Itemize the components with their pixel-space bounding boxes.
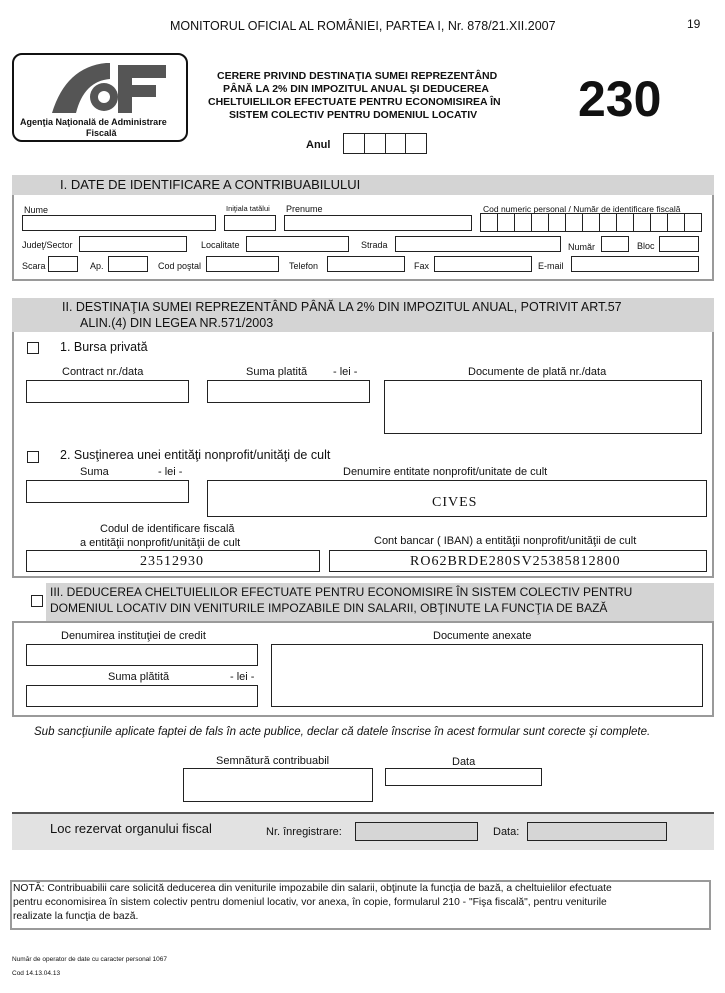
label-cnp: Cod numeric personal / Număr de identificare fiscală [483, 204, 681, 214]
checkbox-section3[interactable] [31, 595, 43, 607]
year-label: Anul [306, 139, 331, 151]
note-line2: pentru economisirea în sistem colectiv pentru domeniul locativ, vor anexa, în copie, formularul 210 - "Fişa fiscală", pentru veniturile [13, 897, 607, 908]
label-ap: Ap. [90, 261, 104, 271]
section3-title-line2: DOMENIUL LOCATIV DIN VENITURILE IMPOZABILE DIN SALARII, OBŢINUTE LA FUNCŢIA DE BAZĂ [50, 601, 608, 615]
input-suma-platita-bursa[interactable] [207, 380, 370, 403]
label-lei-s3: - lei - [230, 671, 255, 683]
input-initiala[interactable] [224, 215, 276, 231]
label-bursa: 1. Bursa privată [60, 340, 148, 354]
agency-name-line2: Fiscală [86, 128, 117, 138]
input-contract[interactable] [26, 380, 189, 403]
input-telefon[interactable] [327, 256, 405, 272]
anaf-logo-mark [14, 57, 186, 117]
input-fiscal-data[interactable] [527, 822, 667, 841]
input-fax[interactable] [434, 256, 532, 272]
label-initiala: Iniţiala tatălui [226, 204, 270, 213]
note-line1: NOTĂ: Contribuabilii care solicită deducerea din veniturile impozabile din salarii, obţinute la funcţia de bază, a cheltuielilor efectuate [13, 883, 612, 894]
label-prenume: Prenume [286, 204, 323, 214]
input-judet[interactable] [79, 236, 187, 252]
label-denumire-institutie: Denumirea instituţiei de credit [61, 630, 206, 642]
label-numar: Număr [568, 242, 596, 252]
section1-title: I. DATE DE IDENTIFICARE A CONTRIBUABILULUI [60, 177, 361, 192]
label-email: E-mail [538, 261, 564, 271]
label-denumire-entitate: Denumire entitate nonprofit/unitate de cult [343, 466, 548, 478]
label-telefon: Telefon [289, 261, 319, 271]
checkbox-bursa[interactable] [27, 342, 39, 354]
form-title-line3: CHELTUIELILOR EFECTUATE PENTRU ECONOMISIREA ÎN [208, 96, 501, 108]
anaf-logo [12, 53, 188, 142]
label-contract: Contract nr./data [62, 366, 144, 378]
input-suma-platita-s3[interactable] [26, 685, 258, 707]
input-numar[interactable] [601, 236, 629, 252]
value-cod-fiscal: 23512930 [140, 554, 204, 569]
label-localitate: Localitate [201, 240, 240, 250]
value-denumire-entitate: CIVES [432, 495, 478, 510]
label-cod-postal: Cod poştal [158, 261, 202, 271]
declaration-text: Sub sancţiunile aplicate faptei de fals în acte publice, declar că datele înscrise în acest formular sunt corecte şi complete. [34, 726, 651, 738]
form-title-line2: PÂNĂ LA 2% DIN IMPOZITUL ANUAL ŞI DEDUCEREA [223, 83, 490, 95]
label-scara: Scara [22, 261, 46, 271]
section3-title-line1: III. DEDUCEREA CHELTUIELILOR EFECTUATE PENTRU ECONOMISIRE ÎN SISTEM COLECTIV PENTRU [50, 585, 633, 599]
footer-cod: Cod 14.13.04.13 [12, 970, 61, 977]
label-semnatura: Semnătură contribuabil [216, 755, 330, 767]
label-cod-fiscal-line1: Codul de identificare fiscală [100, 523, 235, 535]
input-documente-anexate[interactable] [271, 644, 703, 707]
year-field[interactable] [343, 133, 427, 154]
label-cod-fiscal-line2: a entităţii nonprofit/unităţii de cult [80, 537, 241, 549]
input-bloc[interactable] [659, 236, 699, 252]
label-lei-suma: - lei - [158, 466, 183, 478]
input-nume[interactable] [22, 215, 216, 231]
label-strada: Strada [361, 240, 388, 250]
page-header: MONITORUL OFICIAL AL ROMÂNIEI, PARTEA I, Nr. 878/21.XII.2007 [170, 19, 556, 33]
input-localitate[interactable] [246, 236, 349, 252]
input-scara[interactable] [48, 256, 78, 272]
agency-name-line1: Agenţia Naţională de Administrare [20, 117, 167, 127]
section2-title-line1: II. DESTINAŢIA SUMEI REPREZENTÂND PÂNĂ LA 2% DIN IMPOZITUL ANUAL, POTRIVIT ART.57 [62, 300, 622, 314]
label-data: Data [452, 756, 476, 768]
label-loc-rezervat: Loc rezervat organului fiscal [50, 821, 212, 836]
input-suma[interactable] [26, 480, 189, 503]
input-ap[interactable] [108, 256, 148, 272]
input-data[interactable] [385, 768, 542, 786]
input-semnatura[interactable] [183, 768, 373, 802]
input-strada[interactable] [395, 236, 561, 252]
label-cont-bancar: Cont bancar ( IBAN) a entităţii nonprofit/unităţii de cult [374, 535, 637, 547]
label-fiscal-data: Data: [493, 826, 520, 838]
label-suma-platita-bursa: Suma platită [246, 366, 308, 378]
input-prenume[interactable] [284, 215, 472, 231]
input-documente-plata[interactable] [384, 380, 702, 434]
section2-title-line2: ALIN.(4) DIN LEGEA NR.571/2003 [80, 316, 274, 330]
label-lei-bursa: - lei - [333, 366, 358, 378]
form-title-line4: SISTEM COLECTIV PENTRU DOMENIUL LOCATIV [229, 109, 478, 121]
label-sustinere: 2. Susţinerea unei entităţi nonprofit/unităţi de cult [60, 448, 331, 462]
label-suma: Suma [80, 466, 109, 478]
label-documente-plata: Documente de plată nr./data [468, 366, 607, 378]
note-line3: realizate la funcţia de bază. [13, 911, 139, 922]
form-title-line1: CERERE PRIVIND DESTINAŢIA SUMEI REPREZENTÂND [217, 70, 498, 82]
label-nume: Nume [24, 205, 49, 215]
form-number: 230 [578, 71, 662, 127]
input-denumire-institutie[interactable] [26, 644, 258, 666]
page-number: 19 [687, 17, 701, 31]
label-judet: Judeţ/Sector [22, 240, 73, 250]
input-cod-postal[interactable] [206, 256, 279, 272]
label-suma-platita-s3: Suma plătită [108, 671, 170, 683]
label-bloc: Bloc [637, 241, 655, 251]
value-cont-bancar: RO62BRDE280SV25385812800 [410, 554, 621, 569]
checkbox-sustinere[interactable] [27, 451, 39, 463]
input-nr-inregistrare[interactable] [355, 822, 478, 841]
label-documente-anexate: Documente anexate [433, 630, 532, 642]
input-cnp[interactable] [480, 213, 702, 232]
input-email[interactable] [571, 256, 699, 272]
label-nr-inregistrare: Nr. înregistrare: [266, 826, 342, 838]
label-fax: Fax [414, 261, 430, 271]
footer-operator: Număr de operator de date cu caracter personal 1067 [12, 956, 168, 963]
